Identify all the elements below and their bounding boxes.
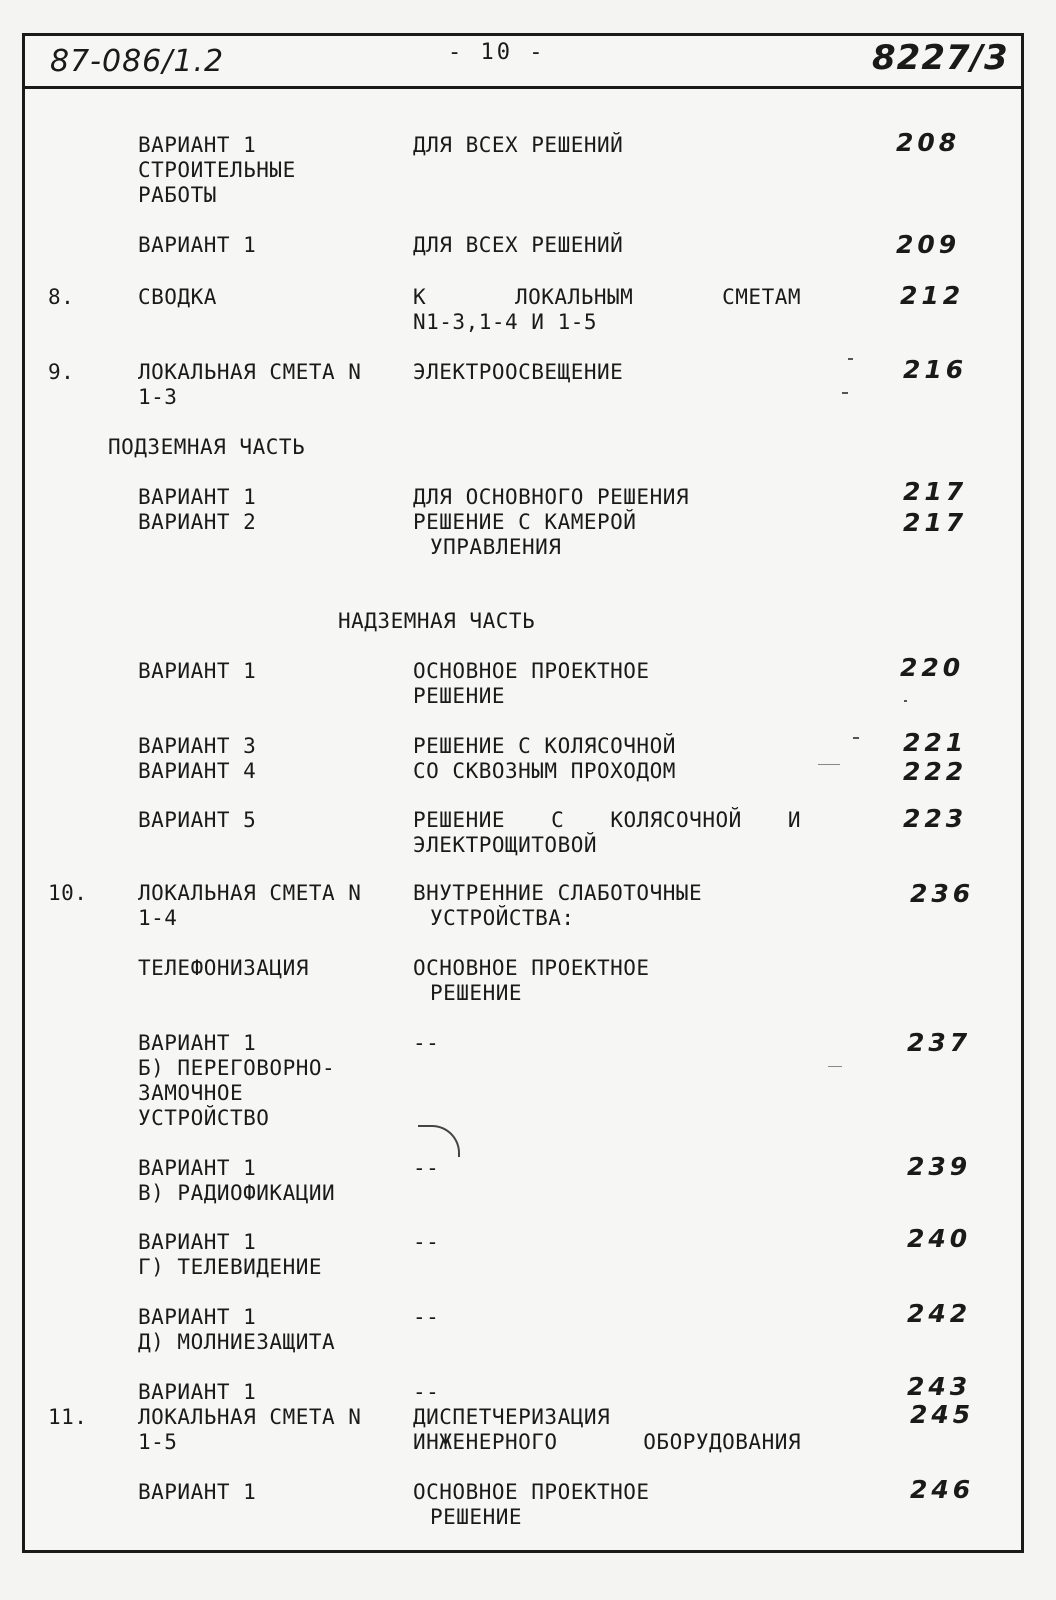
- entry-description-wrap: [413, 285, 801, 310]
- entry-label: ЛОКАЛЬНАЯ СМЕТА N: [138, 881, 362, 905]
- entry-page: 236: [910, 879, 975, 908]
- entry-label: ВАРИАНТ 1: [138, 1305, 257, 1329]
- entry-label: ВАРИАНТ 1: [138, 1480, 257, 1504]
- entry-label: ВАРИАНТ 1: [138, 1380, 257, 1404]
- section-heading: ПОДЗЕМНАЯ ЧАСТЬ: [108, 435, 306, 459]
- entry-label: ВАРИАНТ 1: [138, 1031, 257, 1055]
- entry-description: ИНЖЕНЕРНОГО ОБОРУДОВАНИЯ: [413, 1430, 801, 1454]
- entry-description: РЕШЕНИЕ: [413, 684, 506, 708]
- entry-label: СВОДКА: [138, 285, 217, 309]
- entry-page: 242: [907, 1299, 972, 1328]
- entry-description: РЕШЕНИЕ: [430, 981, 523, 1005]
- document-code: 87-086/1.2: [50, 44, 225, 79]
- entry-description-wrap: [413, 808, 801, 833]
- scan-speck: [828, 1066, 842, 1067]
- entry-page: 212: [900, 281, 965, 310]
- entry-description: --: [413, 1230, 440, 1254]
- page-number: - 10 -: [448, 40, 546, 65]
- entry-label: ВАРИАНТ 1: [138, 659, 257, 683]
- entry-label: РАБОТЫ: [138, 183, 217, 207]
- scan-speck: [842, 392, 848, 394]
- entry-description: РЕШЕНИЕ С КОЛЯСОЧНОЙ И: [413, 808, 801, 832]
- entry-description: --: [413, 1380, 440, 1404]
- entry-page: 209: [896, 230, 961, 259]
- entry-number: 9.: [48, 360, 75, 384]
- scan-speck: [848, 358, 853, 360]
- entry-description: СО СКВОЗНЫМ ПРОХОДОМ: [413, 759, 676, 783]
- section-heading: НАДЗЕМНАЯ ЧАСТЬ: [338, 609, 536, 633]
- entry-label: ТЕЛЕФОНИЗАЦИЯ: [138, 956, 309, 980]
- entry-description: ДИСПЕТЧЕРИЗАЦИЯ: [413, 1405, 611, 1429]
- entry-number: 11.: [48, 1405, 88, 1429]
- entry-description: РЕШЕНИЕ С КОЛЯСОЧНОЙ: [413, 734, 676, 758]
- entry-number: 8.: [48, 285, 75, 309]
- entry-label: ЛОКАЛЬНАЯ СМЕТА N: [138, 360, 362, 384]
- entry-description: N1-3,1-4 И 1-5: [413, 310, 598, 334]
- entry-label: ВАРИАНТ 4: [138, 759, 257, 783]
- entry-label: ВАРИАНТ 1: [138, 133, 257, 157]
- entry-description: К ЛОКАЛЬНЫМ СМЕТАМ: [413, 285, 801, 309]
- sheet-code: 8227/3: [872, 38, 1009, 78]
- entry-page: 221: [903, 728, 968, 757]
- entry-label: 1-3: [138, 385, 178, 409]
- entry-description: ОСНОВНОЕ ПРОЕКТНОЕ: [413, 1480, 650, 1504]
- entry-label: ВАРИАНТ 5: [138, 808, 257, 832]
- entry-description: --: [413, 1305, 440, 1329]
- entry-description: УПРАВЛЕНИЯ: [430, 535, 562, 559]
- entry-page: 240: [907, 1224, 972, 1253]
- entry-label: Д) МОЛНИЕЗАЩИТА: [138, 1330, 336, 1354]
- entry-page: 239: [907, 1152, 972, 1181]
- entry-page: 220: [900, 653, 965, 682]
- entry-page: 245: [910, 1400, 975, 1429]
- entry-label: ЗАМОЧНОЕ: [138, 1081, 244, 1105]
- entry-page: 246: [910, 1475, 975, 1504]
- entry-description: ВНУТРЕННИЕ СЛАБОТОЧНЫЕ: [413, 881, 703, 905]
- entry-description-wrap: [413, 1430, 801, 1455]
- entry-number: 10.: [48, 881, 88, 905]
- entry-page: 216: [903, 355, 968, 384]
- entry-label: ВАРИАНТ 3: [138, 734, 257, 758]
- entry-description: --: [413, 1031, 440, 1055]
- entry-description: ЭЛЕКТРОЩИТОВОЙ: [413, 833, 598, 857]
- entry-description: УСТРОЙСТВА:: [430, 906, 575, 930]
- entry-label: 1-5: [138, 1430, 178, 1454]
- scan-speck: [818, 764, 840, 765]
- entry-label: УСТРОЙСТВО: [138, 1106, 270, 1130]
- entry-page: 223: [903, 804, 968, 833]
- entry-page: 217: [903, 477, 968, 506]
- entry-page: 217: [903, 508, 968, 537]
- scan-speck: [904, 700, 907, 702]
- entry-description: ДЛЯ ВСЕХ РЕШЕНИЙ: [413, 133, 624, 157]
- entry-description: ДЛЯ ОСНОВНОГО РЕШЕНИЯ: [413, 485, 690, 509]
- entry-label: ЛОКАЛЬНАЯ СМЕТА N: [138, 1405, 362, 1429]
- entry-label: В) РАДИОФИКАЦИИ: [138, 1181, 336, 1205]
- entry-page: 222: [903, 757, 968, 786]
- entry-description: РЕШЕНИЕ: [430, 1505, 523, 1529]
- entry-label: Б) ПЕРЕГОВОРНО-: [138, 1056, 336, 1080]
- entry-description: РЕШЕНИЕ С КАМЕРОЙ: [413, 510, 637, 534]
- entry-description: --: [413, 1156, 440, 1180]
- entry-label: ВАРИАНТ 1: [138, 1230, 257, 1254]
- entry-page: 243: [907, 1372, 972, 1401]
- entry-label: ВАРИАНТ 1: [138, 485, 257, 509]
- entry-description: ДЛЯ ВСЕХ РЕШЕНИЙ: [413, 233, 624, 257]
- entry-label: ВАРИАНТ 2: [138, 510, 257, 534]
- entry-description: ОСНОВНОЕ ПРОЕКТНОЕ: [413, 956, 650, 980]
- header-divider: [22, 86, 1024, 89]
- entry-page: 237: [907, 1028, 972, 1057]
- scan-speck: [853, 737, 859, 739]
- entry-label: ВАРИАНТ 1: [138, 233, 257, 257]
- entry-description: ОСНОВНОЕ ПРОЕКТНОЕ: [413, 659, 650, 683]
- entry-label: ВАРИАНТ 1: [138, 1156, 257, 1180]
- entry-page: 208: [896, 128, 961, 157]
- entry-label: 1-4: [138, 906, 178, 930]
- entry-label: СТРОИТЕЛЬНЫЕ: [138, 158, 296, 182]
- entry-description: ЭЛЕКТРООСВЕЩЕНИЕ: [413, 360, 624, 384]
- entry-label: Г) ТЕЛЕВИДЕНИЕ: [138, 1255, 323, 1279]
